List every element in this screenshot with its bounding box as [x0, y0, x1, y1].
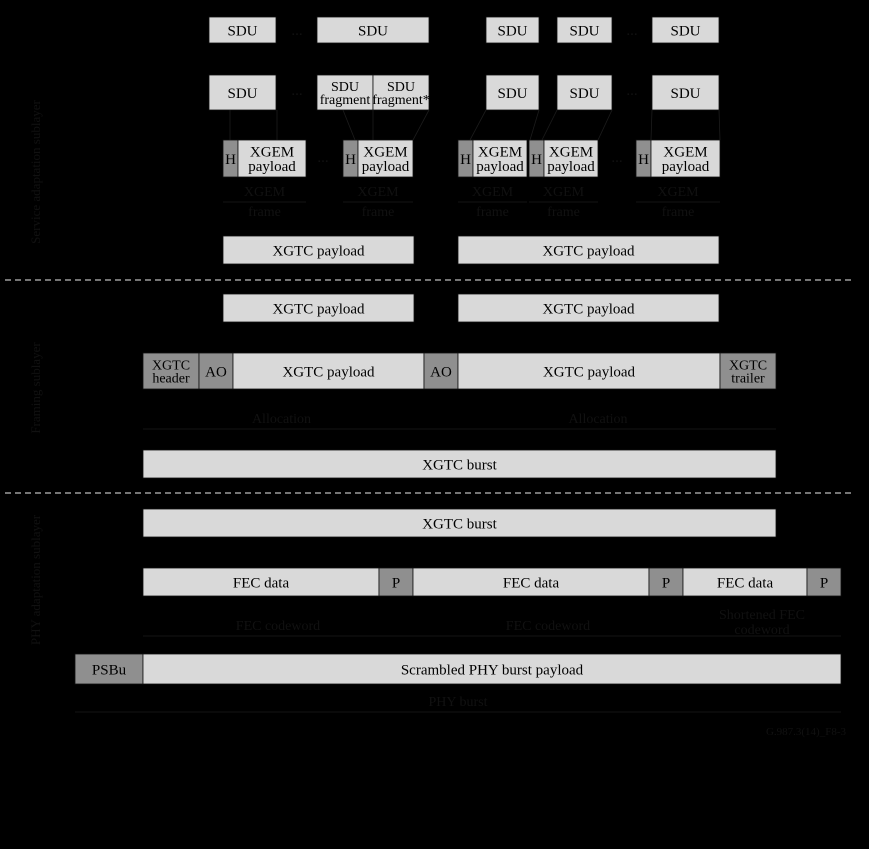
sdu-fragment-box-label-line: SDU	[330, 79, 360, 95]
xgem-payload-box-label-line: payload	[361, 158, 410, 175]
xgtc-trailer-box	[720, 353, 776, 389]
xgtc-burst-box-label: XGTC burst	[422, 516, 497, 533]
fec-data-box-label: FEC data	[502, 575, 560, 592]
xgem-header-box	[343, 140, 358, 177]
ao-box	[424, 353, 458, 389]
sdu-fragment-star-box-label-line: fragment*	[372, 93, 430, 109]
xgtc-burst-box	[143, 450, 776, 478]
fec-codeword-dimension-label: FEC codeword	[505, 619, 591, 634]
xgtc-payload-box-label: XGTC payload	[272, 301, 365, 318]
xgem-payload-box-label-line: XGEM	[477, 144, 523, 161]
xgem-payload-box-label-line: XGEM	[663, 144, 708, 161]
scrambled-phy-burst-payload-box	[143, 654, 841, 684]
xgem-frame-dimension-label: frame	[361, 205, 395, 220]
xgtc-header-box-label-line: XGTC	[151, 358, 191, 374]
sdu-box	[557, 75, 612, 110]
figure-id: G.987.3(14)_F8-3	[765, 726, 846, 738]
sdu-box-label: SDU	[569, 85, 600, 102]
sdu-fragment-star-box-label-line: SDU	[386, 79, 416, 95]
parity-box	[649, 568, 683, 596]
sdu-box-label: SDU	[497, 23, 528, 40]
xgtc-burst-box-label: XGTC burst	[422, 457, 497, 474]
xgtc-payload-box-label: XGTC payload	[542, 243, 635, 260]
sdu-box	[486, 75, 539, 110]
sdu-box-label: SDU	[569, 23, 600, 40]
sdu-box	[652, 17, 719, 43]
sdu-box	[209, 17, 276, 43]
xgtc-payload-box	[223, 294, 414, 322]
xgem-frame-dimension-label: XGEM	[542, 185, 585, 200]
shortened-fec-codeword-label: Shortened FEC	[719, 608, 805, 623]
xgem-frame-dimension-label: frame	[661, 205, 695, 220]
allocation-dimension-label: Allocation	[251, 412, 312, 427]
phy-burst-dimension-label: PHY burst	[428, 695, 488, 710]
xgem-payload-box-label-line: payload	[547, 158, 595, 175]
sdu-box	[209, 75, 276, 110]
xgem-header-box-label: H	[638, 151, 649, 168]
xgtc-header-box	[143, 353, 199, 389]
xgem-header-box-label: H	[460, 151, 471, 168]
xgem-frame-dimension-label: frame	[547, 205, 580, 220]
ellipsis: ...	[611, 150, 623, 166]
ellipsis: ...	[626, 23, 638, 39]
psbu-box	[75, 654, 143, 684]
xgtc-payload-box	[458, 236, 719, 264]
xgem-payload-box-label-line: XGEM	[249, 144, 295, 161]
ao-box	[199, 353, 233, 389]
fec-data-box	[143, 568, 379, 596]
xgem-payload-box-label-line: payload	[476, 158, 524, 175]
ellipsis: ...	[291, 83, 303, 99]
sdu-box-label: SDU	[357, 23, 389, 40]
sdu-box	[652, 75, 719, 110]
xgem-payload-box-label-line: payload	[248, 158, 296, 175]
xgem-header-box	[458, 140, 473, 177]
parity-box	[807, 568, 841, 596]
xgem-payload-box	[651, 140, 720, 177]
sdu-box-label: SDU	[497, 85, 528, 102]
ellipsis: ...	[317, 150, 329, 166]
sdu-fragment-star-box	[372, 75, 430, 110]
xgtc-payload-box	[458, 294, 719, 322]
xgem-frame-dimension-label: XGEM	[657, 185, 699, 200]
xgem-header-box-label: H	[225, 151, 236, 168]
allocation-dimension-label: Allocation	[568, 412, 628, 427]
xgem-payload-box	[544, 140, 598, 177]
sublayer-label-framing: Framing sublayer	[28, 342, 43, 434]
fec-data-box-label: FEC data	[232, 575, 290, 592]
xgtc-payload-box	[458, 353, 720, 389]
sdu-box-label: SDU	[227, 85, 258, 102]
parity-box-label: P	[391, 575, 401, 592]
sdu-box-label: SDU	[670, 85, 701, 102]
sdu-box	[317, 17, 429, 43]
xgtc-trailer-box-label-line: XGTC	[728, 358, 768, 374]
xgem-payload-box	[473, 140, 527, 177]
sublayer-label-phy-adaptation: PHY adaptation sublayer	[28, 514, 43, 646]
scrambled-phy-burst-payload-box-label: Scrambled PHY burst payload	[400, 662, 584, 679]
shortened-fec-codeword-label: codeword	[734, 623, 790, 638]
sdu-box-label: SDU	[670, 23, 701, 40]
xgtc-payload-box	[223, 236, 414, 264]
sdu-box	[486, 17, 539, 43]
xgem-payload-box-label-line: XGEM	[363, 144, 408, 161]
xgem-payload-box-label-line: payload	[661, 158, 710, 175]
xgem-payload-box-label-line: XGEM	[548, 144, 594, 161]
xgtc-payload-box-label: XGTC payload	[282, 364, 375, 381]
xgem-header-box	[636, 140, 651, 177]
xgem-frame-dimension-label: XGEM	[243, 185, 286, 200]
xgtc-payload-box-label: XGTC payload	[542, 301, 635, 318]
sdu-box-label: SDU	[227, 23, 258, 40]
parity-box	[379, 568, 413, 596]
xgem-header-box-label: H	[345, 151, 356, 168]
xgtc-payload-box	[233, 353, 424, 389]
xgem-header-box	[223, 140, 238, 177]
xgem-frame-dimension-label: frame	[476, 205, 509, 220]
xgem-header-box-label: H	[531, 151, 542, 168]
sdu-box	[557, 17, 612, 43]
ao-box-label: AO	[430, 364, 452, 381]
xgtc-payload-box-label: XGTC payload	[272, 243, 365, 260]
xgem-frame-dimension-label: frame	[248, 205, 281, 220]
fec-data-box	[683, 568, 807, 596]
ellipsis: ...	[291, 23, 303, 39]
xgem-payload-box	[238, 140, 306, 177]
parity-box-label: P	[819, 575, 829, 592]
sdu-fragment-box-label-line: fragment	[319, 93, 371, 109]
xgem-header-box	[529, 140, 544, 177]
fec-codeword-dimension-label: FEC codeword	[235, 619, 321, 634]
xgem-payload-box	[358, 140, 413, 177]
xgem-frame-dimension-label: XGEM	[357, 185, 399, 200]
psbu-box-label: PSBu	[91, 662, 127, 679]
sdu-fragment-box	[317, 75, 373, 110]
xgtc-burst-box	[143, 509, 776, 537]
ao-box-label: AO	[205, 364, 227, 381]
fec-data-box-label: FEC data	[716, 575, 774, 592]
parity-box-label: P	[661, 575, 671, 592]
ellipsis: ...	[626, 83, 638, 99]
xgtc-header-box-label-line: header	[152, 371, 190, 387]
sublayer-label-service-adaptation: Service adaptation sublayer	[28, 100, 43, 244]
xgem-frame-dimension-label: XGEM	[471, 185, 514, 200]
fec-data-box	[413, 568, 649, 596]
xgtc-payload-box-label: XGTC payload	[542, 364, 636, 381]
xgtc-trailer-box-label-line: trailer	[731, 371, 765, 387]
